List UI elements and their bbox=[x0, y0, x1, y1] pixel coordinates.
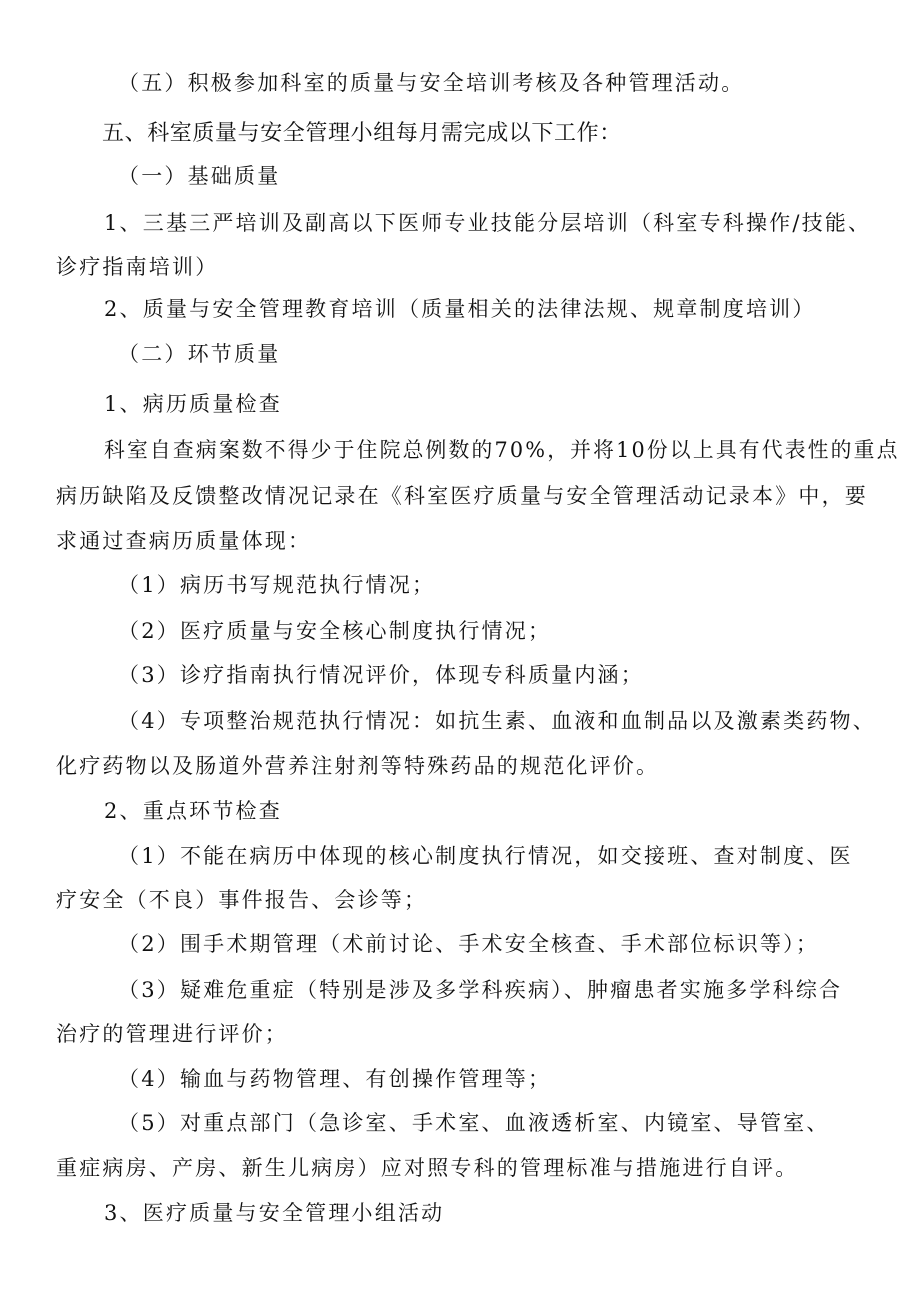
list-item-continuation: 化疗药物以及肠道外营养注射剂等特殊药品的规范化评价。 bbox=[56, 754, 660, 778]
subsection-heading: （二）环节质量 bbox=[118, 342, 281, 366]
list-item: （5）对重点部门（急诊室、手术室、血液透析室、内镜室、导管室、 bbox=[118, 1111, 830, 1135]
list-item-continuation: 疗安全（不良）事件报告、会诊等； bbox=[56, 888, 428, 912]
list-item: （1）不能在病历中体现的核心制度执行情况，如交接班、查对制度、医 bbox=[118, 844, 853, 868]
list-item: （4）输血与药物管理、有创操作管理等； bbox=[118, 1067, 552, 1091]
item-heading: 3、医疗质量与安全管理小组活动 bbox=[104, 1201, 445, 1225]
list-item-continuation: 治疗的管理进行评价； bbox=[56, 1022, 288, 1046]
list-item: （2）医疗质量与安全核心制度执行情况； bbox=[118, 619, 552, 643]
list-item: （2）围手术期管理（术前讨论、手术安全核查、手术部位标识等）； bbox=[118, 932, 820, 956]
list-item-continuation: 重症病房、产房、新生儿病房）应对照专科的管理标准与措施进行自评。 bbox=[56, 1156, 799, 1180]
paragraph-line: 1、三基三严培训及副高以下医师专业技能分层培训（科室专科操作/技能、 bbox=[104, 211, 872, 235]
paragraph-line: 科室自查病案数不得少于住院总例数的70%，并将10份以上具有代表性的重点 bbox=[104, 438, 900, 462]
paragraph-line: 病历缺陷及反馈整改情况记录在《科室医疗质量与安全管理活动记录本》中，要 bbox=[56, 484, 868, 508]
paragraph-line: 诊疗指南培训） bbox=[56, 255, 219, 279]
item-heading: 2、重点环节检查 bbox=[104, 799, 282, 823]
list-item: （3）诊疗指南执行情况评价，体现专科质量内涵； bbox=[118, 663, 644, 687]
paragraph-line: 求通过查病历质量体现： bbox=[56, 529, 312, 553]
list-item: （1）病历书写规范执行情况； bbox=[118, 573, 436, 597]
list-item: （3）疑难危重症（特别是涉及多学科疾病）、肿瘤患者实施多学科综合 bbox=[118, 978, 843, 1002]
item-heading: 1、病历质量检查 bbox=[104, 392, 282, 416]
subsection-heading: （一）基础质量 bbox=[118, 164, 281, 188]
section-heading: 五、科室质量与安全管理小组每月需完成以下工作： bbox=[102, 121, 622, 146]
paragraph-line: （五）积极参加科室的质量与安全培训考核及各种管理活动。 bbox=[118, 71, 745, 95]
paragraph-line: 2、质量与安全管理教育培训（质量相关的法律法规、规章制度培训） bbox=[104, 297, 816, 321]
list-item: （4）专项整治规范执行情况：如抗生素、血液和血制品以及激素类药物、 bbox=[118, 709, 876, 733]
